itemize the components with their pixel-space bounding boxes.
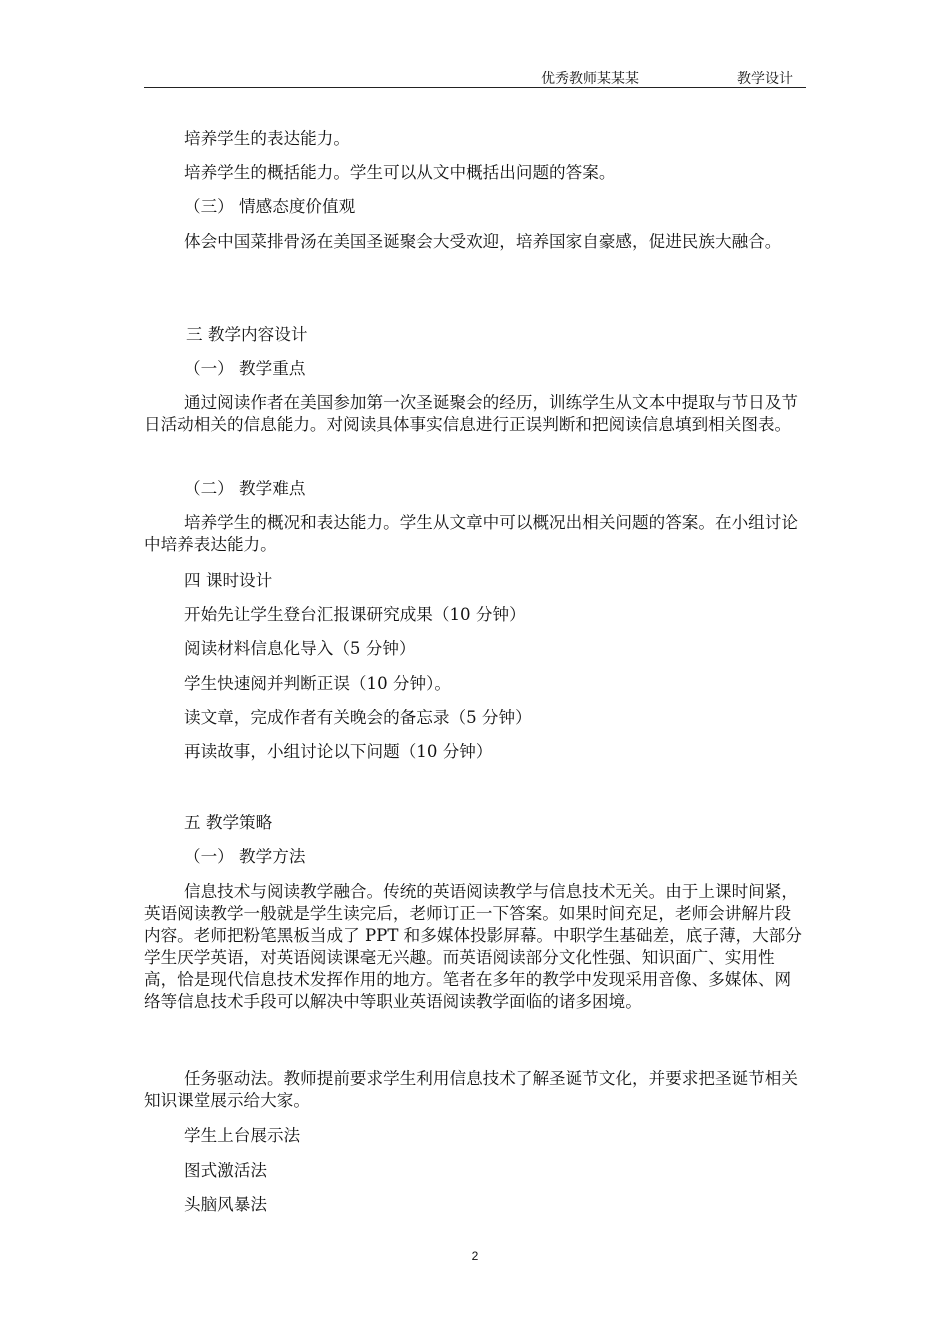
section-heading: 四 课时设计 — [184, 571, 273, 590]
header-rule — [144, 87, 806, 88]
subheading: （一） 教学重点 — [184, 359, 306, 378]
schedule-item: 读文章，完成作者有关晚会的备忘录（5 分钟） — [184, 708, 532, 727]
method-item: 图式激活法 — [184, 1161, 267, 1180]
subheading: （一） 教学方法 — [184, 847, 306, 866]
subheading: （三） 情感态度价值观 — [184, 197, 356, 216]
paragraph: 信息技术与阅读教学融合。传统的英语阅读教学与信息技术无关。由于上课时间紧，英语阅读教学一般就是学生读完后，老师订正一下答案。如果时间充足，老师会讲解片段内容。老师把粉笔黑板当成了 PPT 和多媒体投影屏幕。中职学生基础差，底子薄，大部分学生厌学英语，对英语阅读课毫无兴趣。而英语阅读部分文化性强、知识面广、实用性高，恰是现代信息技术发挥作用的地方。笔者在多年的教学中发现采用音像、多媒体、网络等信息技术手段可以解决中等职业英语阅读教学面临的诸多困境。 — [144, 882, 802, 1011]
schedule-item: 学生快速阅并判断正误（10 分钟）。 — [184, 674, 451, 693]
schedule-item: 再读故事，小组讨论以下问题（10 分钟） — [184, 742, 493, 761]
section-heading: 五 教学策略 — [184, 813, 273, 832]
paragraph: 任务驱动法。教师提前要求学生利用信息技术了解圣诞节文化，并要求把圣诞节相关知识课堂展示给大家。 — [144, 1069, 798, 1110]
header-title: 教学设计 — [737, 71, 793, 87]
paragraph: 培养学生的表达能力。 — [184, 129, 350, 148]
schedule-item: 开始先让学生登台汇报课研究成果（10 分钟） — [184, 605, 526, 624]
section-heading: 三 教学内容设计 — [186, 325, 308, 344]
schedule-item: 阅读材料信息化导入（5 分钟） — [184, 639, 416, 658]
method-item: 学生上台展示法 — [184, 1126, 301, 1145]
method-item: 头脑风暴法 — [184, 1195, 267, 1214]
page-number: 2 — [471, 1249, 479, 1263]
paragraph: 体会中国菜排骨汤在美国圣诞聚会大受欢迎，培养国家自豪感，促进民族大融合。 — [184, 232, 782, 251]
paragraph: 培养学生的概况和表达能力。学生从文章中可以概况出相关问题的答案。在小组讨论中培养表达能力。 — [144, 513, 798, 554]
paragraph: 通过阅读作者在美国参加第一次圣诞聚会的经历，训练学生从文本中提取与节日及节日活动相关的信息能力。对阅读具体事实信息进行正误判断和把阅读信息填到相关图表。 — [144, 393, 798, 434]
header-author: 优秀教师某某某 — [541, 71, 639, 87]
paragraph: 培养学生的概括能力。学生可以从文中概括出问题的答案。 — [184, 163, 616, 182]
subheading: （二） 教学难点 — [184, 479, 306, 498]
